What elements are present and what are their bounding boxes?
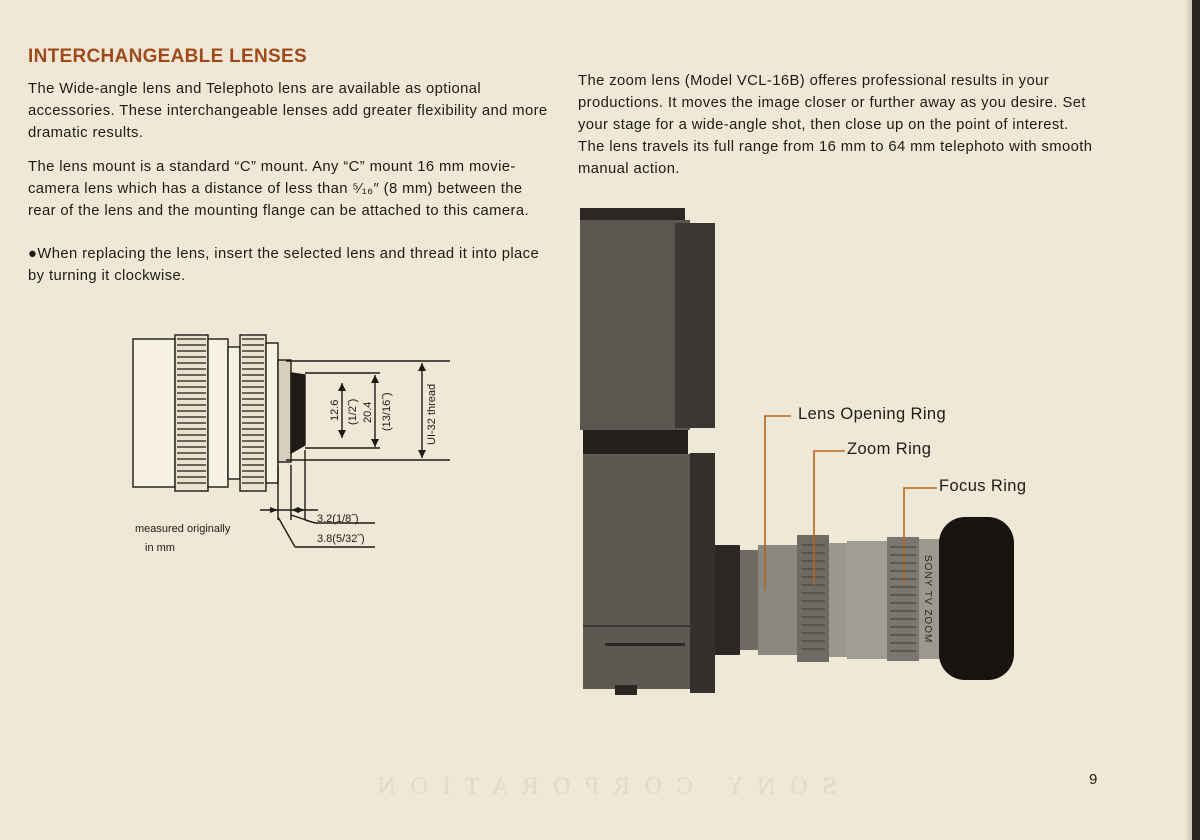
measure-note-line1: measured originally bbox=[135, 523, 231, 535]
page-number: 9 bbox=[1089, 771, 1098, 788]
section-heading: INTERCHANGEABLE LENSES bbox=[28, 46, 307, 67]
zoom-lens-paragraph: The zoom lens (Model VCL-16B) offeres professional results in your productions. It moves the image closer or further away as you desire. Set your stage for a wide-angle shot, then close up on the point of interest. The lens travels its full range from 16 mm to 64 mm telephoto with smooth manual action. bbox=[578, 73, 1093, 177]
lens-engraving: SONY TV ZOOM bbox=[922, 555, 933, 644]
thread-label: UI-32 thread bbox=[426, 383, 438, 445]
replacing-lens-paragraph: ●When replacing the lens, insert the selected lens and thread it into place by turning it clockwise. bbox=[28, 246, 540, 284]
dim-12-6-label: 12.6 bbox=[329, 399, 341, 421]
focus-ring-label: Focus Ring bbox=[939, 477, 1027, 495]
show-through-text: SONY CORPORATION bbox=[362, 775, 838, 800]
measure-note-line2: in mm bbox=[145, 542, 175, 554]
intro-paragraph: The Wide-angle lens and Telephoto lens are available as optional accessories. These interchangeable lenses add greater flexibility and more dramatic results. bbox=[28, 81, 548, 141]
dim-3-8-label: 3.8(5/32˝) bbox=[317, 533, 365, 545]
zoom-ring-label: Zoom Ring bbox=[847, 440, 932, 458]
dim-13-16-label: (13/16˝) bbox=[381, 392, 393, 431]
dim-20-4-label: 20.4 bbox=[362, 401, 374, 423]
measure-note bbox=[135, 520, 230, 558]
lens-opening-ring-label: Lens Opening Ring bbox=[798, 405, 947, 423]
lens-mount-paragraph: The lens mount is a standard “C” mount. Any “C” mount 16 mm movie-camera lens which has a distance of less than ⁵⁄₁₆″ (8 mm) between the rear of the lens and the mounting flange can be attached to this camera. bbox=[28, 159, 529, 219]
dim-1-2-label: (1/2˝) bbox=[347, 398, 359, 425]
camera-zoom-lens-photo bbox=[575, 205, 1025, 705]
dim-3-2-label: 3.2(1/8˝) bbox=[317, 513, 359, 525]
